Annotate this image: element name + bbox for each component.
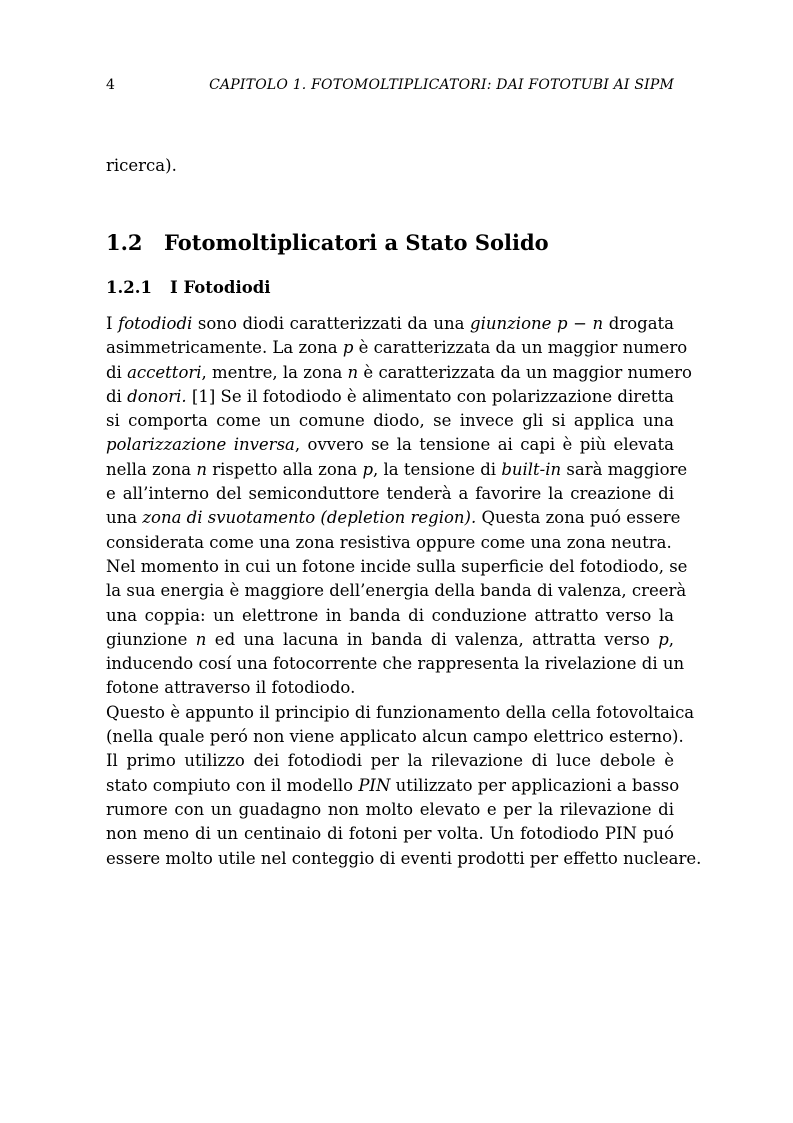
text-line bbox=[106, 847, 702, 871]
text-line bbox=[106, 749, 674, 773]
text-run: non meno di un centinaio di fotoni per volta. Un fotodiodo PIN puó bbox=[106, 824, 674, 844]
text-run: [1] Se il fotodiodo è alimentato con polarizzazione diretta bbox=[186, 386, 675, 406]
text-run: , bbox=[668, 629, 674, 649]
italic-term: fotodiodi bbox=[118, 314, 193, 333]
text-run: nella zona bbox=[106, 459, 197, 479]
text-run: drogata bbox=[603, 314, 675, 333]
text-run: Il primo utilizzo dei fotodiodi per la rilevazione di luce debole è bbox=[106, 751, 674, 771]
running-title: CAPITOLO 1. FOTOMOLTIPLICATORI: DAI FOTOTUBI AI SIPM bbox=[209, 77, 674, 93]
text-line bbox=[106, 798, 674, 822]
text-line bbox=[106, 604, 674, 628]
text-line bbox=[106, 774, 680, 798]
text-line bbox=[106, 409, 674, 433]
text-line bbox=[106, 506, 681, 530]
italic-term: donori. bbox=[127, 386, 187, 406]
text-run: rumore con un guadagno non molto elevato e per la rilevazione di bbox=[106, 799, 674, 819]
section-heading bbox=[106, 228, 549, 258]
text-run: essere molto utile nel conteggio di eventi prodotti per effetto nucleare. bbox=[106, 848, 702, 868]
subsection-heading bbox=[106, 276, 271, 300]
text-line bbox=[106, 458, 688, 482]
text-run: fotone attraverso il fotodiodo. bbox=[106, 678, 356, 698]
italic-term: n bbox=[196, 459, 208, 479]
italic-term: built-in bbox=[501, 459, 562, 479]
italic-term: p bbox=[658, 629, 669, 649]
text-run: di bbox=[106, 362, 128, 382]
text-run: sono diodi caratterizzati da una bbox=[192, 314, 471, 333]
text-line bbox=[106, 676, 674, 700]
italic-term: zona di svuotamento (depletion region). bbox=[142, 508, 477, 528]
italic-term: n bbox=[347, 362, 359, 382]
italic-term: accettori bbox=[127, 362, 202, 382]
text-run: utilizzato per applicazioni a basso bbox=[390, 775, 680, 795]
italic-term: p bbox=[362, 459, 374, 479]
text-run: Questo è appunto il principio di funzionamento della cella fotovoltaica bbox=[106, 702, 695, 722]
subsection-title: I Fotodiodi bbox=[170, 278, 271, 297]
text-line bbox=[106, 579, 687, 603]
text-line bbox=[106, 312, 674, 336]
text-line bbox=[106, 628, 674, 652]
text-run: ed una lacuna in banda di valenza, attratta verso bbox=[206, 629, 659, 649]
text-run: è caratterizzata da un maggior numero bbox=[358, 362, 692, 382]
text-run: sarà maggiore bbox=[561, 459, 688, 479]
italic-term: giunzione p − n bbox=[470, 314, 604, 333]
text-run: è caratterizzata da un maggior numero bbox=[353, 338, 688, 358]
italic-term: p bbox=[342, 338, 354, 358]
page-number: 4 bbox=[106, 77, 115, 93]
text-run: , ovvero se la tensione ai capi è più elevata bbox=[294, 435, 674, 455]
section-title: Fotomoltiplicatori a Stato Solido bbox=[164, 230, 549, 255]
text-run: rispetto alla zona bbox=[207, 459, 363, 479]
running-header bbox=[106, 75, 674, 95]
text-line bbox=[106, 652, 685, 676]
text-run: una coppia: un elettrone in banda di conduzione attratto verso la bbox=[106, 605, 674, 625]
body-paragraph bbox=[106, 312, 702, 871]
section-number: 1.2 bbox=[106, 230, 143, 255]
text-run: , mentre, la zona bbox=[201, 362, 348, 382]
text-run: giunzione bbox=[106, 629, 196, 649]
text-run: e all’interno del semiconduttore tenderà a favorire la creazione di bbox=[106, 484, 674, 504]
text-run: di bbox=[106, 386, 128, 406]
text-line bbox=[106, 725, 684, 749]
text-run: Nel momento in cui un fotone incide sulla superficie del fotodiodo, se bbox=[106, 556, 688, 576]
italic-term: n bbox=[195, 629, 207, 649]
italic-term: polarizzazione inversa bbox=[106, 435, 295, 455]
text-line bbox=[106, 531, 674, 555]
text-line bbox=[106, 822, 674, 846]
italic-term: PIN bbox=[358, 775, 391, 795]
text-run: stato compiuto con il modello bbox=[106, 775, 359, 795]
text-run: I bbox=[106, 314, 119, 333]
continuation-text: ricerca). bbox=[106, 156, 177, 175]
subsection-number: 1.2.1 bbox=[106, 278, 152, 297]
text-run: si comporta come un comune diodo, se invece gli si applica una bbox=[106, 411, 674, 431]
text-line bbox=[106, 701, 695, 725]
text-run: una bbox=[106, 508, 143, 528]
text-run: la sua energia è maggiore dell’energia della banda di valenza, creerà bbox=[106, 581, 687, 601]
text-run: inducendo cosí una fotocorrente che rappresenta la rivelazione di un bbox=[106, 654, 685, 674]
text-run: asimmetricamente. La zona bbox=[106, 338, 343, 358]
text-run: Questa zona puó essere bbox=[476, 508, 681, 528]
text-line bbox=[106, 336, 688, 360]
text-run: considerata come una zona resistiva oppure come una zona neutra. bbox=[106, 532, 672, 552]
text-run: (nella quale peró non viene applicato alcun campo elettrico esterno). bbox=[106, 727, 684, 747]
text-run: , la tensione di bbox=[373, 459, 502, 479]
text-line bbox=[106, 361, 692, 385]
text-line bbox=[106, 433, 674, 457]
text-line bbox=[106, 482, 674, 506]
text-line bbox=[106, 555, 688, 579]
text-line bbox=[106, 385, 674, 409]
